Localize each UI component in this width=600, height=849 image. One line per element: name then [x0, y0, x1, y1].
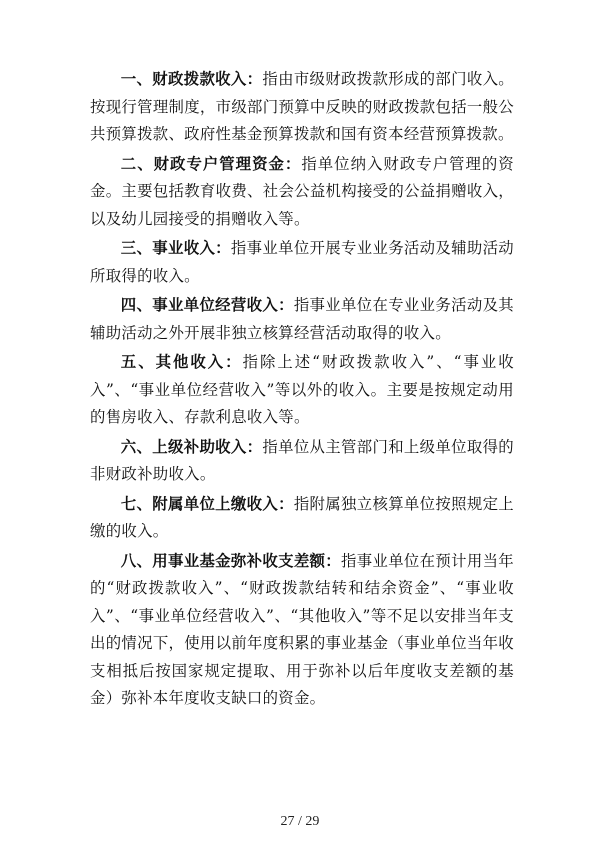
term-label: 四、事业单位经营收入：	[120, 296, 294, 314]
paragraph-fiscal-appropriation	[90, 66, 514, 149]
term-label: 一、财政拨款收入：	[120, 70, 263, 88]
term-label: 八、用事业基金弥补收支差额：	[120, 551, 342, 570]
document-body	[90, 66, 514, 715]
paragraph-text: 指事业单位在预计用当年的“财政拨款收入”、“财政拨款结转和结余资金”、“事业收入”、“事业单位经营收入”、“其他收入”等不足以安排当年支出的情况下，使用以前年度积累的事业基金（事业单位当年收支相抵后按国家规定提取、用于弥补以后年度收支差额的基金）弥补本年度收支缺口的资金。	[90, 551, 514, 707]
paragraph-text: 指单位纳入财政专户管理的资金。主要包括教育收费、社会公益机构接受的公益捐赠收入，以及幼儿园接受的捐赠收入等。	[90, 154, 514, 228]
term-label: 二、财政专户管理资金：	[120, 154, 302, 173]
paragraph-text: 指事业单位在专业业务活动及其辅助活动之外开展非独立核算经营活动取得的收入。	[90, 296, 514, 342]
paragraph-text: 指除上述“财政拨款收入”、“事业收入”、“事业单位经营收入”等以外的收入。主要是按规定动用的售房收入、存款利息收入等。	[90, 353, 514, 426]
paragraph-business-income	[90, 235, 514, 290]
paragraph-business-fund	[90, 548, 514, 713]
paragraph-text: 指附属独立核算单位按照规定上缴的收入。	[90, 494, 514, 540]
paragraph-text: 指事业单位开展专业业务活动及辅助活动所取得的收入。	[90, 239, 514, 285]
paragraph-text: 指单位从主管部门和上级单位取得的非财政补助收入。	[90, 437, 514, 483]
paragraph-operating-income	[90, 292, 514, 347]
paragraph-affiliated-units	[90, 491, 514, 546]
paragraph-special-account	[90, 151, 514, 234]
term-label: 五、其他收入：	[120, 353, 243, 371]
term-label: 六、上级补助收入：	[120, 437, 263, 456]
paragraph-text: 指由市级财政拨款形成的部门收入。按现行管理制度，市级部门预算中反映的财政拨款包括一般公共预算拨款、政府性基金预算拨款和国有资本经营预算拨款。	[90, 70, 514, 143]
paragraph-superior-subsidy	[90, 434, 514, 489]
page-number: 27 / 29	[280, 814, 320, 829]
term-label: 七、附属单位上缴收入：	[120, 494, 294, 513]
paragraph-other-income	[90, 349, 514, 432]
term-label: 三、事业收入：	[120, 239, 231, 257]
